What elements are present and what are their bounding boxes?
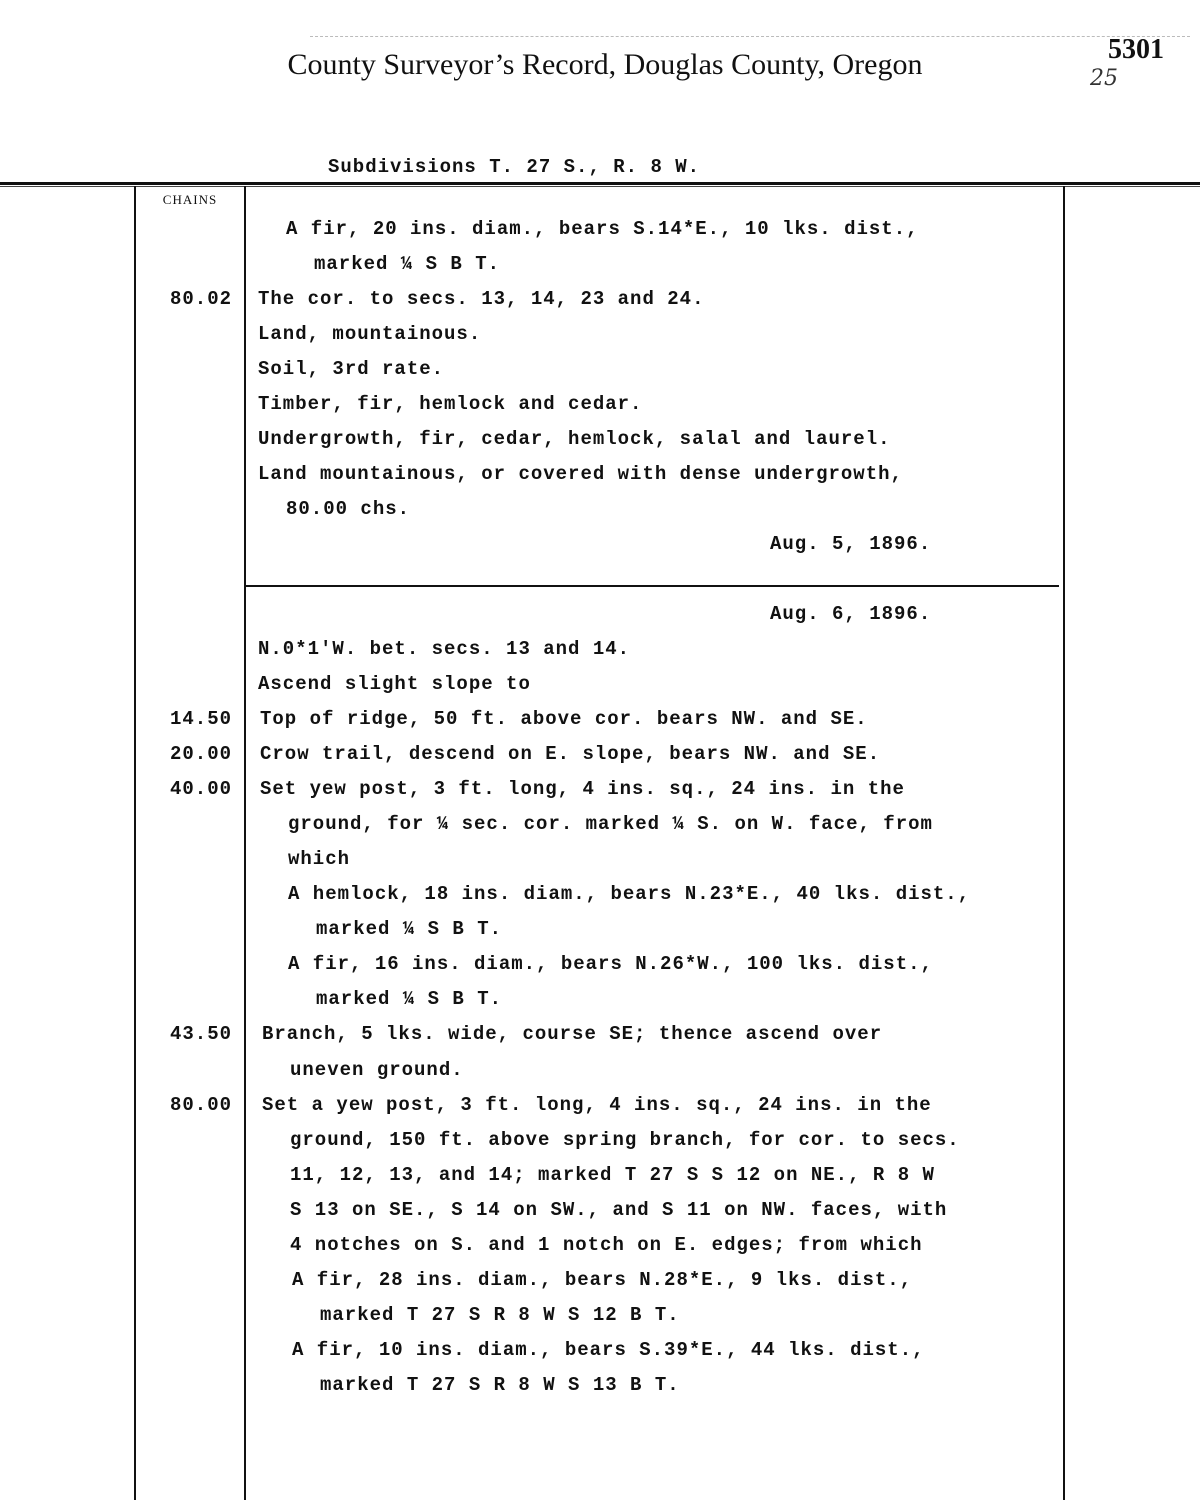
record-line: A fir, 20 ins. diam., bears S.14*E., 10 lks. dist., xyxy=(286,218,919,240)
record-line: Crow trail, descend on E. slope, bears NW. and SE. xyxy=(260,743,881,765)
record-line: A fir, 16 ins. diam., bears N.26*W., 100 lks. dist., xyxy=(288,953,933,975)
record-line: A fir, 10 ins. diam., bears S.39*E., 44 lks. dist., xyxy=(292,1339,925,1361)
header-rule xyxy=(0,182,1200,185)
record-line: S 13 on SE., S 14 on SW., and S 11 on NW. faces, with xyxy=(290,1199,948,1221)
record-line: marked T 27 S R 8 W S 13 B T. xyxy=(320,1374,680,1396)
record-line: Branch, 5 lks. wide, course SE; thence ascend over xyxy=(262,1023,883,1045)
left-margin-line xyxy=(134,186,136,1500)
record-line: Set a yew post, 3 ft. long, 4 ins. sq., 24 ins. in the xyxy=(262,1094,932,1116)
top-dashed-rule xyxy=(310,36,1190,37)
record-line: Land mountainous, or covered with dense undergrowth, xyxy=(258,463,903,485)
record-date: Aug. 6, 1896. xyxy=(770,603,932,625)
record-line: uneven ground. xyxy=(290,1059,464,1081)
record-line: ground, for ¼ sec. cor. marked ¼ S. on W. face, from xyxy=(288,813,933,835)
chains-column-line xyxy=(244,186,246,1500)
record-line: Undergrowth, fir, cedar, hemlock, salal and laurel. xyxy=(258,428,891,450)
record-line: 80.00 chs. xyxy=(286,498,411,520)
right-margin-line xyxy=(1063,186,1065,1500)
chain-value: 14.50 xyxy=(169,708,232,730)
handwritten-number: 25 xyxy=(1090,66,1118,91)
record-line: 11, 12, 13, and 14; marked T 27 S S 12 on NE., R 8 W xyxy=(290,1164,935,1186)
record-line: Timber, fir, hemlock and cedar. xyxy=(258,393,643,415)
record-line: Ascend slight slope to xyxy=(258,673,531,695)
page-number: 5301 xyxy=(1108,34,1164,65)
chains-column-header: CHAINS xyxy=(162,192,218,207)
chain-value: 80.02 xyxy=(169,288,232,310)
record-line: Soil, 3rd rate. xyxy=(258,358,445,380)
record-line: Set yew post, 3 ft. long, 4 ins. sq., 24 ins. in the xyxy=(260,778,905,800)
entry-divider xyxy=(244,585,1059,587)
header-rule-thin xyxy=(0,186,1200,187)
record-line: which xyxy=(288,848,351,870)
record-line: 4 notches on S. and 1 notch on E. edges; from which xyxy=(290,1234,923,1256)
record-line: Land, mountainous. xyxy=(258,323,482,345)
record-line: N.0*1'W. bet. secs. 13 and 14. xyxy=(258,638,631,660)
chain-value: 40.00 xyxy=(169,778,232,800)
record-line: marked ¼ S B T. xyxy=(316,988,503,1010)
record-line: Top of ridge, 50 ft. above cor. bears NW. and SE. xyxy=(260,708,868,730)
record-date: Aug. 5, 1896. xyxy=(770,533,932,555)
chain-value: 20.00 xyxy=(169,743,232,765)
record-line: marked ¼ S B T. xyxy=(314,253,501,275)
chain-value: 43.50 xyxy=(169,1023,232,1045)
record-line: marked T 27 S R 8 W S 12 B T. xyxy=(320,1304,680,1326)
record-line: ground, 150 ft. above spring branch, for cor. to secs. xyxy=(290,1129,960,1151)
record-line: marked ¼ S B T. xyxy=(316,918,503,940)
record-line: A hemlock, 18 ins. diam., bears N.23*E., 40 lks. dist., xyxy=(288,883,971,905)
page-title: County Surveyor’s Record, Douglas County, Oregon xyxy=(287,48,923,81)
chain-value: 80.00 xyxy=(169,1094,232,1116)
record-line: The cor. to secs. 13, 14, 23 and 24. xyxy=(258,288,705,310)
subdivision-heading: Subdivisions T. 27 S., R. 8 W. xyxy=(328,156,701,178)
record-line: A fir, 28 ins. diam., bears N.28*E., 9 lks. dist., xyxy=(292,1269,913,1291)
